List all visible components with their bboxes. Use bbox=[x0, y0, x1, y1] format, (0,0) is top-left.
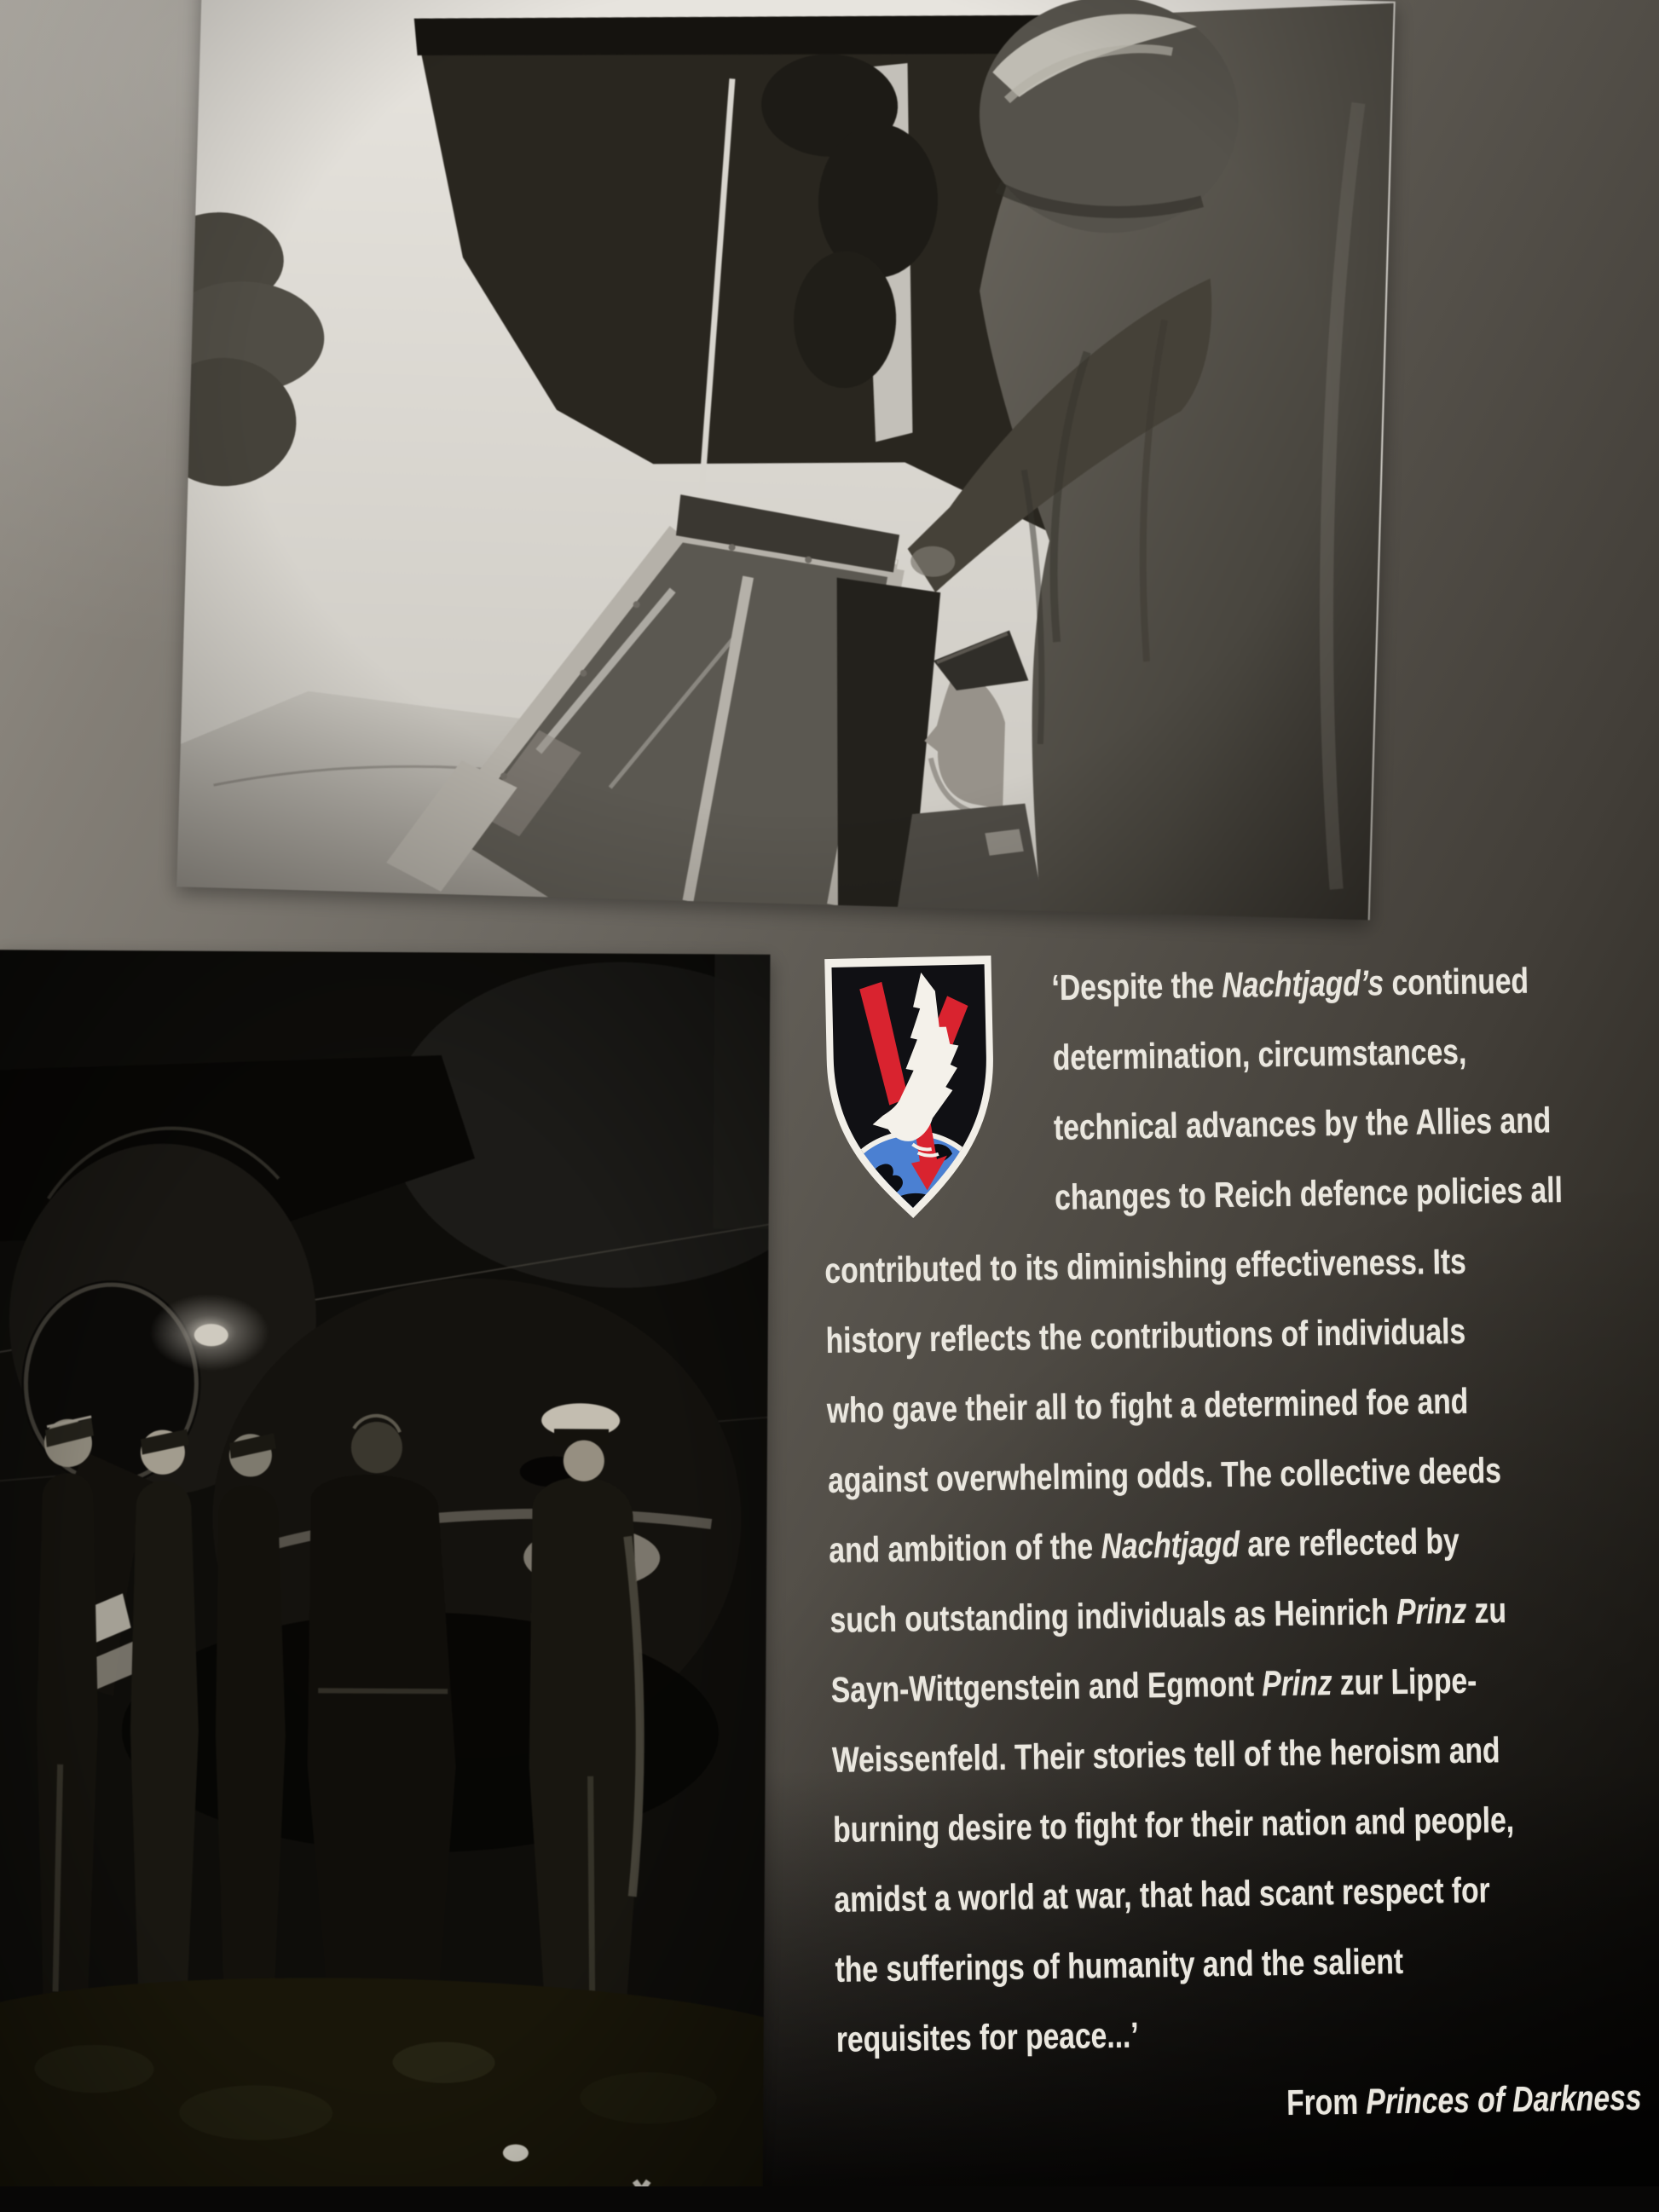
pilot-in-cockpit-photo bbox=[176, 0, 1396, 920]
quote-line-14: amidst a world at war, that had scant respect for bbox=[834, 1869, 1490, 1920]
quote-line-4: changes to Reich defence policies all bbox=[1054, 1170, 1564, 1217]
quote-line-3: technical advances by the Allies and bbox=[1053, 1100, 1552, 1147]
quote-line-16: requisites for peace...’ bbox=[835, 2014, 1139, 2059]
quote-line-10: such outstanding individuals as Heinrich Prinz zu bbox=[830, 1590, 1507, 1640]
quote-block bbox=[820, 944, 1655, 2145]
night-crew-aircraft-photo bbox=[0, 950, 770, 2206]
night-crew-illustration bbox=[0, 950, 770, 2206]
quote-line-13: burning desire to fight for their nation and people, bbox=[832, 1799, 1515, 1850]
quote-line-6: history reflects the contributions of individuals bbox=[825, 1310, 1466, 1360]
quote-line-5: contributed to its diminishing effectiveness. Its bbox=[824, 1240, 1467, 1291]
quote-line-15: the sufferings of humanity and the salient bbox=[835, 1940, 1404, 1990]
quote-attribution: From Princes of Darkness bbox=[1286, 2076, 1643, 2123]
quote-line-11: Sayn-Wittgenstein and Egmont Prinz zur Lippe- bbox=[830, 1660, 1477, 1710]
quote-line-9: and ambition of the Nachtjagd are reflected by bbox=[828, 1520, 1460, 1570]
quote-line-12: Weissenfeld. Their stories tell of the heroism and bbox=[831, 1730, 1500, 1780]
quote-line-8: against overwhelming odds. The collective deeds bbox=[827, 1450, 1502, 1500]
page-bottom-edge bbox=[0, 2186, 1659, 2212]
quote-line-1: ‘Despite the Nachtjagd’s continued bbox=[1051, 960, 1529, 1008]
quote-line-7: who gave their all to fight a determined foe and bbox=[826, 1380, 1469, 1430]
pilot-in-cockpit-illustration bbox=[176, 0, 1396, 920]
quote-line-2: determination, circumstances, bbox=[1052, 1031, 1467, 1077]
